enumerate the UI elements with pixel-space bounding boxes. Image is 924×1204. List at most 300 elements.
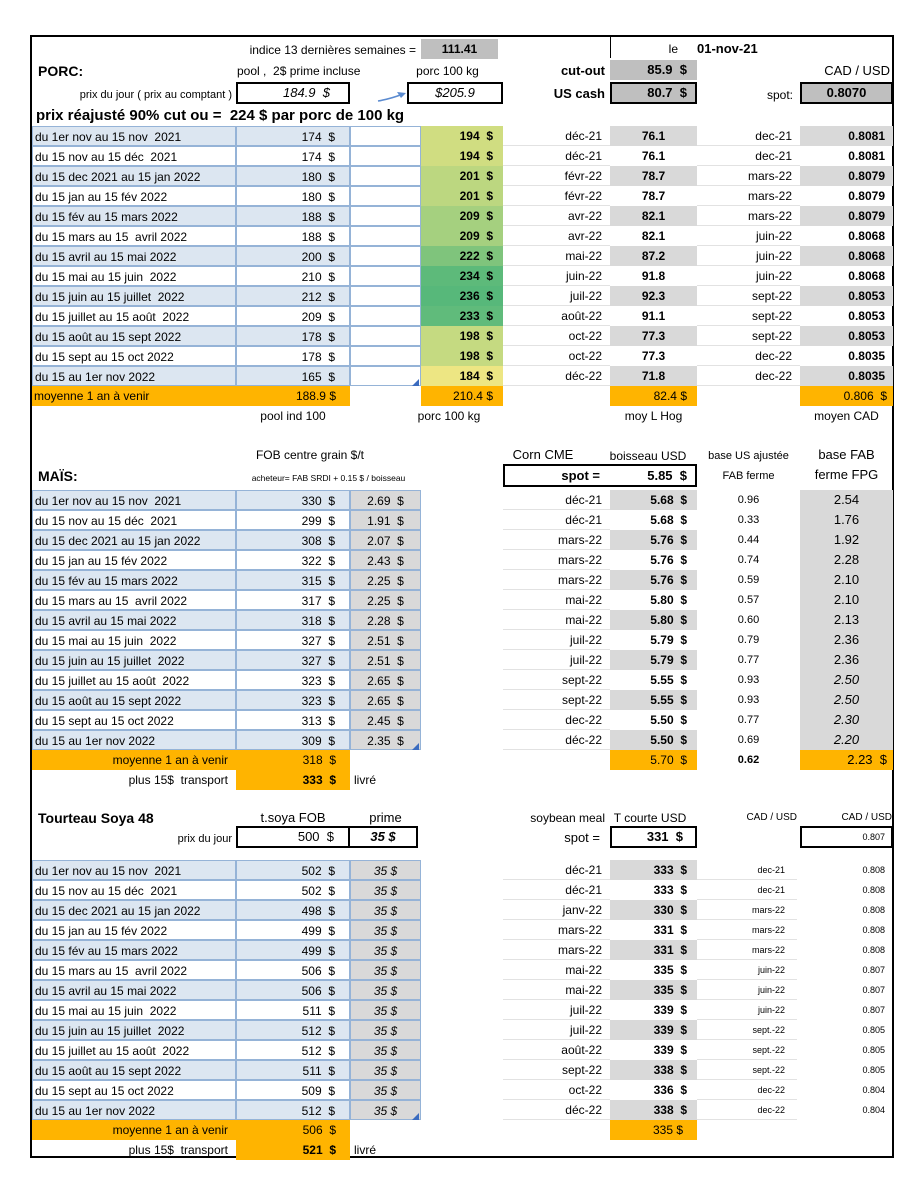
soya-prix-jour-value[interactable]: 500 $ [236, 826, 350, 848]
corn-base-us[interactable]: 0.74 [737, 554, 760, 566]
porc-kg-price[interactable]: 184 $ [421, 366, 503, 386]
corn-base-fab[interactable]: 2.50 [800, 690, 893, 710]
corn-base-us[interactable]: 0.33 [737, 514, 760, 526]
soya-usd-price[interactable]: 331 $ [610, 940, 697, 960]
mais-fob-price[interactable]: 317 $ [236, 590, 350, 610]
cad-rate[interactable]: 0.8079 [800, 166, 893, 186]
hog-price[interactable]: 78.7 [641, 189, 666, 203]
cad-month[interactable]: sept-22 [697, 326, 800, 346]
cad-rate[interactable]: 0.8081 [800, 126, 893, 146]
corn-month[interactable]: mars-22 [503, 550, 610, 570]
soya-cad-month[interactable]: juin-22 [697, 960, 797, 980]
porc-row-label[interactable]: du 15 juillet au 15 août 2022 [32, 306, 236, 326]
corn-month[interactable]: mai-22 [503, 590, 610, 610]
hog-month[interactable]: févr-22 [503, 166, 610, 186]
soya-cad-month[interactable]: juin-22 [697, 1000, 797, 1020]
mais-bushel-price[interactable]: 2.25 $ [350, 570, 421, 590]
porc-kg-price[interactable]: 201 $ [421, 186, 503, 206]
corn-moyenne-cme[interactable]: 5.70 $ [610, 750, 697, 770]
corn-moyenne-base[interactable]: 0.62 [737, 754, 760, 766]
mais-fob-price[interactable]: 323 $ [236, 670, 350, 690]
corn-base-fab[interactable]: 2.20 [800, 730, 893, 750]
mais-row-label[interactable]: du 15 avril au 15 mai 2022 [32, 610, 236, 630]
cad-month[interactable]: sept-22 [697, 286, 800, 306]
corn-base-fab[interactable]: 2.30 [800, 710, 893, 730]
corn-month[interactable]: mars-22 [503, 530, 610, 550]
mais-moyenne-label[interactable]: moyenne 1 an à venir [32, 750, 236, 770]
mais-bushel-price[interactable]: 2.69 $ [350, 490, 421, 510]
corn-cme-price[interactable]: 5.79 $ [650, 633, 687, 647]
corn-month[interactable]: déc-22 [503, 730, 610, 750]
porc-empty-cell[interactable] [350, 146, 421, 166]
porc-moyenne-label[interactable]: moyenne 1 an à venir [32, 386, 236, 406]
porc-pool-price[interactable]: 178 $ [236, 346, 350, 366]
cad-month[interactable]: juin-22 [697, 246, 800, 266]
hog-month[interactable]: oct-22 [503, 346, 610, 366]
corn-cme-price[interactable]: 5.76 $ [650, 553, 687, 567]
soya-cad-rate[interactable]: 0.807 [862, 965, 885, 975]
porc-pool-price[interactable]: 188 $ [236, 206, 350, 226]
soya-prime-price[interactable]: 35 $ [350, 1080, 421, 1100]
soya-transport-value[interactable]: 521 $ [236, 1140, 350, 1160]
mais-bushel-price[interactable]: 2.51 $ [350, 650, 421, 670]
mais-fob-price[interactable]: 315 $ [236, 570, 350, 590]
hog-price[interactable]: 77.3 [641, 349, 666, 363]
corn-cme-price[interactable]: 5.68 $ [650, 513, 687, 527]
corn-base-us[interactable]: 0.60 [737, 614, 760, 626]
mais-row-label[interactable]: du 15 au 1er nov 2022 [32, 730, 236, 750]
cad-month[interactable]: dec-22 [697, 346, 800, 366]
corn-month[interactable]: sept-22 [503, 670, 610, 690]
soya-cad-rate[interactable]: 0.804 [862, 1105, 885, 1115]
porc-row-label[interactable]: du 15 mai au 15 juin 2022 [32, 266, 236, 286]
soya-usd-price[interactable]: 338 $ [610, 1100, 697, 1120]
soya-row-label[interactable]: du 15 mars au 15 avril 2022 [32, 960, 236, 980]
mais-moyenne-fob[interactable]: 318 $ [236, 750, 350, 770]
hog-month[interactable]: avr-22 [503, 226, 610, 246]
soya-prime-price[interactable]: 35 $ [350, 1000, 421, 1020]
porc-empty-cell[interactable] [350, 346, 421, 366]
porc-kg-price[interactable]: 222 $ [421, 246, 503, 266]
corn-month[interactable]: mai-22 [503, 610, 610, 630]
mais-bushel-price[interactable]: 2.45 $ [350, 710, 421, 730]
soya-moyenne-label[interactable]: moyenne 1 an à venir [32, 1120, 236, 1140]
porc-kg-price[interactable]: 201 $ [421, 166, 503, 186]
porc-moyenne-cad[interactable]: 0.806 $ [800, 386, 893, 406]
soya-prime-price[interactable]: 35 $ [350, 1100, 421, 1120]
cad-rate[interactable]: 0.8053 [848, 309, 885, 323]
soya-usd-price[interactable]: 339 $ [610, 1020, 697, 1040]
hog-price[interactable]: 82.1 [610, 206, 697, 226]
mais-row-label[interactable]: du 1er nov au 15 nov 2021 [32, 490, 236, 510]
hog-month[interactable]: oct-22 [503, 326, 610, 346]
soya-prime-value[interactable]: 35 $ [348, 826, 418, 848]
hog-price[interactable]: 91.1 [641, 309, 666, 323]
mais-fob-price[interactable]: 330 $ [236, 490, 350, 510]
porc-row-label[interactable]: du 15 nov au 15 déc 2021 [32, 146, 236, 166]
corn-base-fab[interactable]: 1.92 [800, 530, 893, 550]
corn-base-fab[interactable]: 2.13 [800, 610, 893, 630]
hog-price[interactable]: 91.8 [641, 269, 666, 283]
hog-month[interactable]: déc-21 [503, 126, 610, 146]
cad-rate[interactable]: 0.8053 [800, 326, 893, 346]
soya-fob-price[interactable]: 509 $ [236, 1080, 350, 1100]
hog-price[interactable]: 71.8 [610, 366, 697, 386]
mais-bushel-price[interactable]: 2.28 $ [350, 610, 421, 630]
corn-month[interactable]: sept-22 [503, 690, 610, 710]
soya-cad-rate[interactable]: 0.808 [862, 905, 885, 915]
soya-usd-price[interactable]: 336 $ [653, 1083, 687, 1097]
porc-row-label[interactable]: du 15 avril au 15 mai 2022 [32, 246, 236, 266]
hog-price[interactable]: 92.3 [610, 286, 697, 306]
cad-month[interactable]: sept-22 [697, 306, 800, 326]
porc-empty-cell[interactable] [350, 206, 421, 226]
corn-moyenne-fab[interactable]: 2.23 $ [800, 750, 893, 770]
mais-bushel-price[interactable]: 2.07 $ [350, 530, 421, 550]
porc-row-label[interactable]: du 15 août au 15 sept 2022 [32, 326, 236, 346]
hog-price[interactable]: 76.1 [610, 126, 697, 146]
mais-bushel-price[interactable]: 2.25 $ [350, 590, 421, 610]
cutout-value[interactable]: 85.9 $ [610, 60, 697, 80]
soya-fob-price[interactable]: 506 $ [236, 960, 350, 980]
porc-pool-price[interactable]: 209 $ [236, 306, 350, 326]
soya-prime-price[interactable]: 35 $ [350, 1040, 421, 1060]
soya-month[interactable]: mars-22 [503, 940, 610, 960]
mais-row-label[interactable]: du 15 mars au 15 avril 2022 [32, 590, 236, 610]
corn-base-fab[interactable]: 2.50 [800, 670, 893, 690]
soya-fob-price[interactable]: 511 $ [236, 1060, 350, 1080]
corn-base-us[interactable]: 0.93 [737, 694, 760, 706]
soya-fob-price[interactable]: 499 $ [236, 920, 350, 940]
corn-cme-price[interactable]: 5.55 $ [650, 673, 687, 687]
porc-empty-cell[interactable] [350, 266, 421, 286]
corn-base-fab[interactable]: 2.36 [800, 630, 893, 650]
soya-month[interactable]: mars-22 [503, 920, 610, 940]
soya-spot-value[interactable]: 331 $ [610, 826, 697, 848]
porc-empty-cell[interactable] [350, 246, 421, 266]
soya-month[interactable]: juil-22 [503, 1020, 610, 1040]
porc-kg-price[interactable]: 209 $ [421, 206, 503, 226]
soya-prime-price[interactable]: 35 $ [350, 940, 421, 960]
soya-row-label[interactable]: du 15 juin au 15 juillet 2022 [32, 1020, 236, 1040]
corn-base-us[interactable]: 0.77 [737, 654, 760, 666]
porc-pool-price[interactable]: 178 $ [236, 326, 350, 346]
corn-base-us[interactable]: 0.59 [737, 574, 760, 586]
cad-rate[interactable]: 0.8079 [800, 206, 893, 226]
cad-month[interactable]: dec-21 [697, 126, 800, 146]
uscash-value[interactable]: 80.7 $ [610, 82, 697, 104]
porc-kg-price[interactable]: 234 $ [421, 266, 503, 286]
soya-fob-price[interactable]: 502 $ [236, 880, 350, 900]
soya-usd-price[interactable]: 335 $ [653, 963, 687, 977]
porc-empty-cell[interactable] [350, 286, 421, 306]
cad-month[interactable]: mars-22 [697, 206, 800, 226]
hog-month[interactable]: déc-22 [503, 366, 610, 386]
porc-kg-price[interactable]: 236 $ [421, 286, 503, 306]
soya-month[interactable]: déc-21 [503, 860, 610, 880]
porc-pool-price[interactable]: 200 $ [236, 246, 350, 266]
hog-price[interactable]: 76.1 [641, 149, 666, 163]
porc-kg-price[interactable]: 194 $ [421, 146, 503, 166]
soya-month[interactable]: oct-22 [503, 1080, 610, 1100]
cad-rate[interactable]: 0.8081 [848, 149, 885, 163]
soya-cad-month[interactable]: dec-22 [697, 1080, 797, 1100]
cad-month[interactable]: juin-22 [697, 226, 800, 246]
mais-bushel-price[interactable]: 2.65 $ [350, 670, 421, 690]
mais-transport-value[interactable]: 333 $ [236, 770, 350, 790]
corn-base-us[interactable]: 0.79 [737, 634, 760, 646]
cad-rate[interactable]: 0.8053 [800, 286, 893, 306]
mais-bushel-price[interactable]: 2.43 $ [350, 550, 421, 570]
porc-pool-price[interactable]: 188 $ [236, 226, 350, 246]
mais-fob-price[interactable]: 327 $ [236, 630, 350, 650]
soya-fob-price[interactable]: 498 $ [236, 900, 350, 920]
soya-row-label[interactable]: du 15 sept au 15 oct 2022 [32, 1080, 236, 1100]
prix-jour-value[interactable]: 184.9 $ [236, 82, 350, 104]
soya-month[interactable]: déc-21 [503, 880, 610, 900]
soya-cad-month[interactable]: sept.-22 [697, 1020, 797, 1040]
porc-empty-cell[interactable] [350, 326, 421, 346]
mais-bushel-price[interactable]: 2.51 $ [350, 630, 421, 650]
soya-row-label[interactable]: du 15 mai au 15 juin 2022 [32, 1000, 236, 1020]
corn-cme-price[interactable]: 5.68 $ [610, 490, 697, 510]
porc-kg-price[interactable]: 194 $ [421, 126, 503, 146]
soya-fob-price[interactable]: 511 $ [236, 1000, 350, 1020]
porc-row-label[interactable]: du 15 au 1er nov 2022 [32, 366, 236, 386]
corn-cme-price[interactable]: 5.79 $ [610, 650, 697, 670]
soya-usd-price[interactable]: 333 $ [653, 883, 687, 897]
soya-month[interactable]: août-22 [503, 1040, 610, 1060]
porc-row-label[interactable]: du 15 sept au 15 oct 2022 [32, 346, 236, 366]
mais-row-label[interactable]: du 15 fév au 15 mars 2022 [32, 570, 236, 590]
soya-cad-rate[interactable]: 0.808 [862, 925, 885, 935]
soya-cad-rate[interactable]: 0.808 [862, 865, 885, 875]
soya-cad-rate[interactable]: 0.808 [862, 945, 885, 955]
hog-month[interactable]: mai-22 [503, 246, 610, 266]
mais-bushel-price[interactable]: 1.91 $ [350, 510, 421, 530]
soya-cad-rate[interactable]: 0.805 [862, 1065, 885, 1075]
hog-month[interactable]: févr-22 [503, 186, 610, 206]
soya-month[interactable]: mai-22 [503, 980, 610, 1000]
corn-base-fab[interactable]: 2.28 [800, 550, 893, 570]
hog-price[interactable]: 82.1 [641, 229, 666, 243]
mais-fob-price[interactable]: 308 $ [236, 530, 350, 550]
corn-base-fab[interactable]: 2.10 [800, 570, 893, 590]
soya-cad-rate[interactable]: 0.805 [862, 1025, 885, 1035]
hog-price[interactable]: 77.3 [610, 326, 697, 346]
soya-prime-price[interactable]: 35 $ [350, 860, 421, 880]
porc-kg-price[interactable]: 198 $ [421, 346, 503, 366]
soya-spot-cad[interactable]: 0.807 [800, 826, 893, 848]
soya-usd-price[interactable]: 339 $ [653, 1043, 687, 1057]
porc100-value[interactable]: $205.9 [407, 82, 503, 104]
porc-empty-cell[interactable] [350, 126, 421, 146]
porc-kg-price[interactable]: 233 $ [421, 306, 503, 326]
soya-row-label[interactable]: du 1er nov au 15 nov 2021 [32, 860, 236, 880]
soya-usd-price[interactable]: 330 $ [610, 900, 697, 920]
mais-fob-price[interactable]: 323 $ [236, 690, 350, 710]
soya-fob-price[interactable]: 499 $ [236, 940, 350, 960]
cad-rate[interactable]: 0.8068 [800, 246, 893, 266]
soya-cad-month[interactable]: dec-21 [697, 860, 797, 880]
soya-month[interactable]: déc-22 [503, 1100, 610, 1120]
mais-bushel-price[interactable]: 2.65 $ [350, 690, 421, 710]
soya-prime-price[interactable]: 35 $ [350, 960, 421, 980]
soya-prime-price[interactable]: 35 $ [350, 900, 421, 920]
porc-row-label[interactable]: du 15 juin au 15 juillet 2022 [32, 286, 236, 306]
mais-fob-price[interactable]: 327 $ [236, 650, 350, 670]
corn-spot-value[interactable]: 5.85 $ [647, 468, 687, 483]
soya-moyenne-usd[interactable]: 335 $ [610, 1120, 697, 1140]
cad-rate[interactable]: 0.8068 [848, 229, 885, 243]
soya-cad-month[interactable]: dec-21 [697, 880, 797, 900]
soya-row-label[interactable]: du 15 nov au 15 déc 2021 [32, 880, 236, 900]
soya-usd-price[interactable]: 333 $ [610, 860, 697, 880]
porc-row-label[interactable]: du 15 fév au 15 mars 2022 [32, 206, 236, 226]
porc-moyenne-pool[interactable]: 188.9 $ [236, 386, 350, 406]
soya-row-label[interactable]: du 15 août au 15 sept 2022 [32, 1060, 236, 1080]
soya-month[interactable]: juil-22 [503, 1000, 610, 1020]
porc-moyenne-kg[interactable]: 210.4 $ [421, 386, 503, 406]
corn-cme-price[interactable]: 5.80 $ [650, 593, 687, 607]
corn-base-fab[interactable]: 2.36 [800, 650, 893, 670]
mais-row-label[interactable]: du 15 sept au 15 oct 2022 [32, 710, 236, 730]
porc-empty-cell[interactable] [350, 166, 421, 186]
soya-cad-rate[interactable]: 0.804 [862, 1085, 885, 1095]
hog-month[interactable]: déc-21 [503, 146, 610, 166]
mais-row-label[interactable]: du 15 juillet au 15 août 2022 [32, 670, 236, 690]
soya-fob-price[interactable]: 502 $ [236, 860, 350, 880]
corn-month[interactable]: déc-21 [503, 490, 610, 510]
cad-rate[interactable]: 0.8079 [848, 189, 885, 203]
corn-cme-price[interactable]: 5.76 $ [610, 570, 697, 590]
cad-month[interactable]: dec-21 [697, 146, 800, 166]
porc-pool-price[interactable]: 174 $ [236, 126, 350, 146]
corn-cme-price[interactable]: 5.55 $ [610, 690, 697, 710]
soya-cad-month[interactable]: dec-22 [697, 1100, 797, 1120]
soya-prime-price[interactable]: 35 $ [350, 880, 421, 900]
soya-cad-rate[interactable]: 0.805 [862, 1045, 885, 1055]
soya-fob-price[interactable]: 512 $ [236, 1040, 350, 1060]
soya-usd-price[interactable]: 339 $ [653, 1003, 687, 1017]
corn-base-us[interactable]: 0.57 [737, 594, 760, 606]
corn-base-us[interactable]: 0.69 [737, 734, 760, 746]
soya-moyenne-fob[interactable]: 506 $ [236, 1120, 350, 1140]
corn-cme-price[interactable]: 5.80 $ [610, 610, 697, 630]
corn-base-us[interactable]: 0.77 [737, 714, 760, 726]
soya-cad-month[interactable]: juin-22 [697, 980, 797, 1000]
porc-row-label[interactable]: du 15 dec 2021 au 15 jan 2022 [32, 166, 236, 186]
corn-base-fab[interactable]: 1.76 [800, 510, 893, 530]
porc-moyenne-hog[interactable]: 82.4 $ [610, 386, 697, 406]
porc-kg-price[interactable]: 198 $ [421, 326, 503, 346]
cad-rate[interactable]: 0.8068 [848, 269, 885, 283]
corn-base-us[interactable]: 0.44 [737, 534, 760, 546]
soya-prime-price[interactable]: 35 $ [350, 1060, 421, 1080]
hog-month[interactable]: août-22 [503, 306, 610, 326]
soya-row-label[interactable]: du 15 fév au 15 mars 2022 [32, 940, 236, 960]
soya-prime-price[interactable]: 35 $ [350, 1020, 421, 1040]
porc-row-label[interactable]: du 15 jan au 15 fév 2022 [32, 186, 236, 206]
soya-fob-price[interactable]: 512 $ [236, 1020, 350, 1040]
soya-month[interactable]: mai-22 [503, 960, 610, 980]
soya-row-label[interactable]: du 15 avril au 15 mai 2022 [32, 980, 236, 1000]
soya-row-label[interactable]: du 15 dec 2021 au 15 jan 2022 [32, 900, 236, 920]
corn-cme-price[interactable]: 5.50 $ [650, 713, 687, 727]
soya-cad-month[interactable]: mars-22 [697, 920, 797, 940]
soya-fob-price[interactable]: 506 $ [236, 980, 350, 1000]
soya-usd-price[interactable]: 331 $ [653, 923, 687, 937]
porc-pool-price[interactable]: 180 $ [236, 166, 350, 186]
soya-cad-rate[interactable]: 0.807 [862, 1005, 885, 1015]
mais-fob-price[interactable]: 299 $ [236, 510, 350, 530]
mais-bushel-price[interactable]: 2.35 $ [350, 730, 421, 750]
soya-fob-price[interactable]: 512 $ [236, 1100, 350, 1120]
porc-empty-cell[interactable] [350, 186, 421, 206]
soya-row-label[interactable]: du 15 au 1er nov 2022 [32, 1100, 236, 1120]
porc-empty-cell[interactable] [350, 366, 421, 386]
soya-row-label[interactable]: du 15 juillet au 15 août 2022 [32, 1040, 236, 1060]
cad-month[interactable]: juin-22 [697, 266, 800, 286]
porc-pool-price[interactable]: 210 $ [236, 266, 350, 286]
soya-month[interactable]: sept-22 [503, 1060, 610, 1080]
soya-cad-month[interactable]: mars-22 [697, 940, 797, 960]
mais-row-label[interactable]: du 15 dec 2021 au 15 jan 2022 [32, 530, 236, 550]
corn-cme-price[interactable]: 5.76 $ [610, 530, 697, 550]
corn-month[interactable]: juil-22 [503, 630, 610, 650]
hog-month[interactable]: juin-22 [503, 266, 610, 286]
porc-pool-price[interactable]: 212 $ [236, 286, 350, 306]
corn-month[interactable]: dec-22 [503, 710, 610, 730]
mais-fob-price[interactable]: 322 $ [236, 550, 350, 570]
porc-pool-price[interactable]: 165 $ [236, 366, 350, 386]
mais-row-label[interactable]: du 15 jan au 15 fév 2022 [32, 550, 236, 570]
mais-row-label[interactable]: du 15 juin au 15 juillet 2022 [32, 650, 236, 670]
hog-month[interactable]: avr-22 [503, 206, 610, 226]
porc-row-label[interactable]: du 15 mars au 15 avril 2022 [32, 226, 236, 246]
corn-base-fab[interactable]: 2.10 [800, 590, 893, 610]
mais-row-label[interactable]: du 15 août au 15 sept 2022 [32, 690, 236, 710]
hog-price[interactable]: 87.2 [610, 246, 697, 266]
soya-month[interactable]: janv-22 [503, 900, 610, 920]
corn-base-fab[interactable]: 2.54 [800, 490, 893, 510]
soya-cad-month[interactable]: sept.-22 [697, 1040, 797, 1060]
cad-month[interactable]: mars-22 [697, 166, 800, 186]
corn-cme-price[interactable]: 5.50 $ [610, 730, 697, 750]
hog-price[interactable]: 78.7 [610, 166, 697, 186]
corn-month[interactable]: déc-21 [503, 510, 610, 530]
mais-fob-price[interactable]: 309 $ [236, 730, 350, 750]
mais-row-label[interactable]: du 15 nov au 15 déc 2021 [32, 510, 236, 530]
corn-month[interactable]: juil-22 [503, 650, 610, 670]
cad-rate[interactable]: 0.8035 [848, 349, 885, 363]
corn-base-us[interactable]: 0.93 [737, 674, 760, 686]
soya-prime-price[interactable]: 35 $ [350, 920, 421, 940]
corn-month[interactable]: mars-22 [503, 570, 610, 590]
porc-row-label[interactable]: du 1er nov au 15 nov 2021 [32, 126, 236, 146]
porc-empty-cell[interactable] [350, 226, 421, 246]
mais-row-label[interactable]: du 15 mai au 15 juin 2022 [32, 630, 236, 650]
hog-month[interactable]: juil-22 [503, 286, 610, 306]
soya-cad-month[interactable]: mars-22 [697, 900, 797, 920]
porc-kg-price[interactable]: 209 $ [421, 226, 503, 246]
mais-fob-price[interactable]: 318 $ [236, 610, 350, 630]
indice-value[interactable]: 111.41 [421, 39, 498, 59]
cad-month[interactable]: mars-22 [697, 186, 800, 206]
porc-pool-price[interactable]: 180 $ [236, 186, 350, 206]
mais-fob-price[interactable]: 313 $ [236, 710, 350, 730]
soya-row-label[interactable]: du 15 jan au 15 fév 2022 [32, 920, 236, 940]
